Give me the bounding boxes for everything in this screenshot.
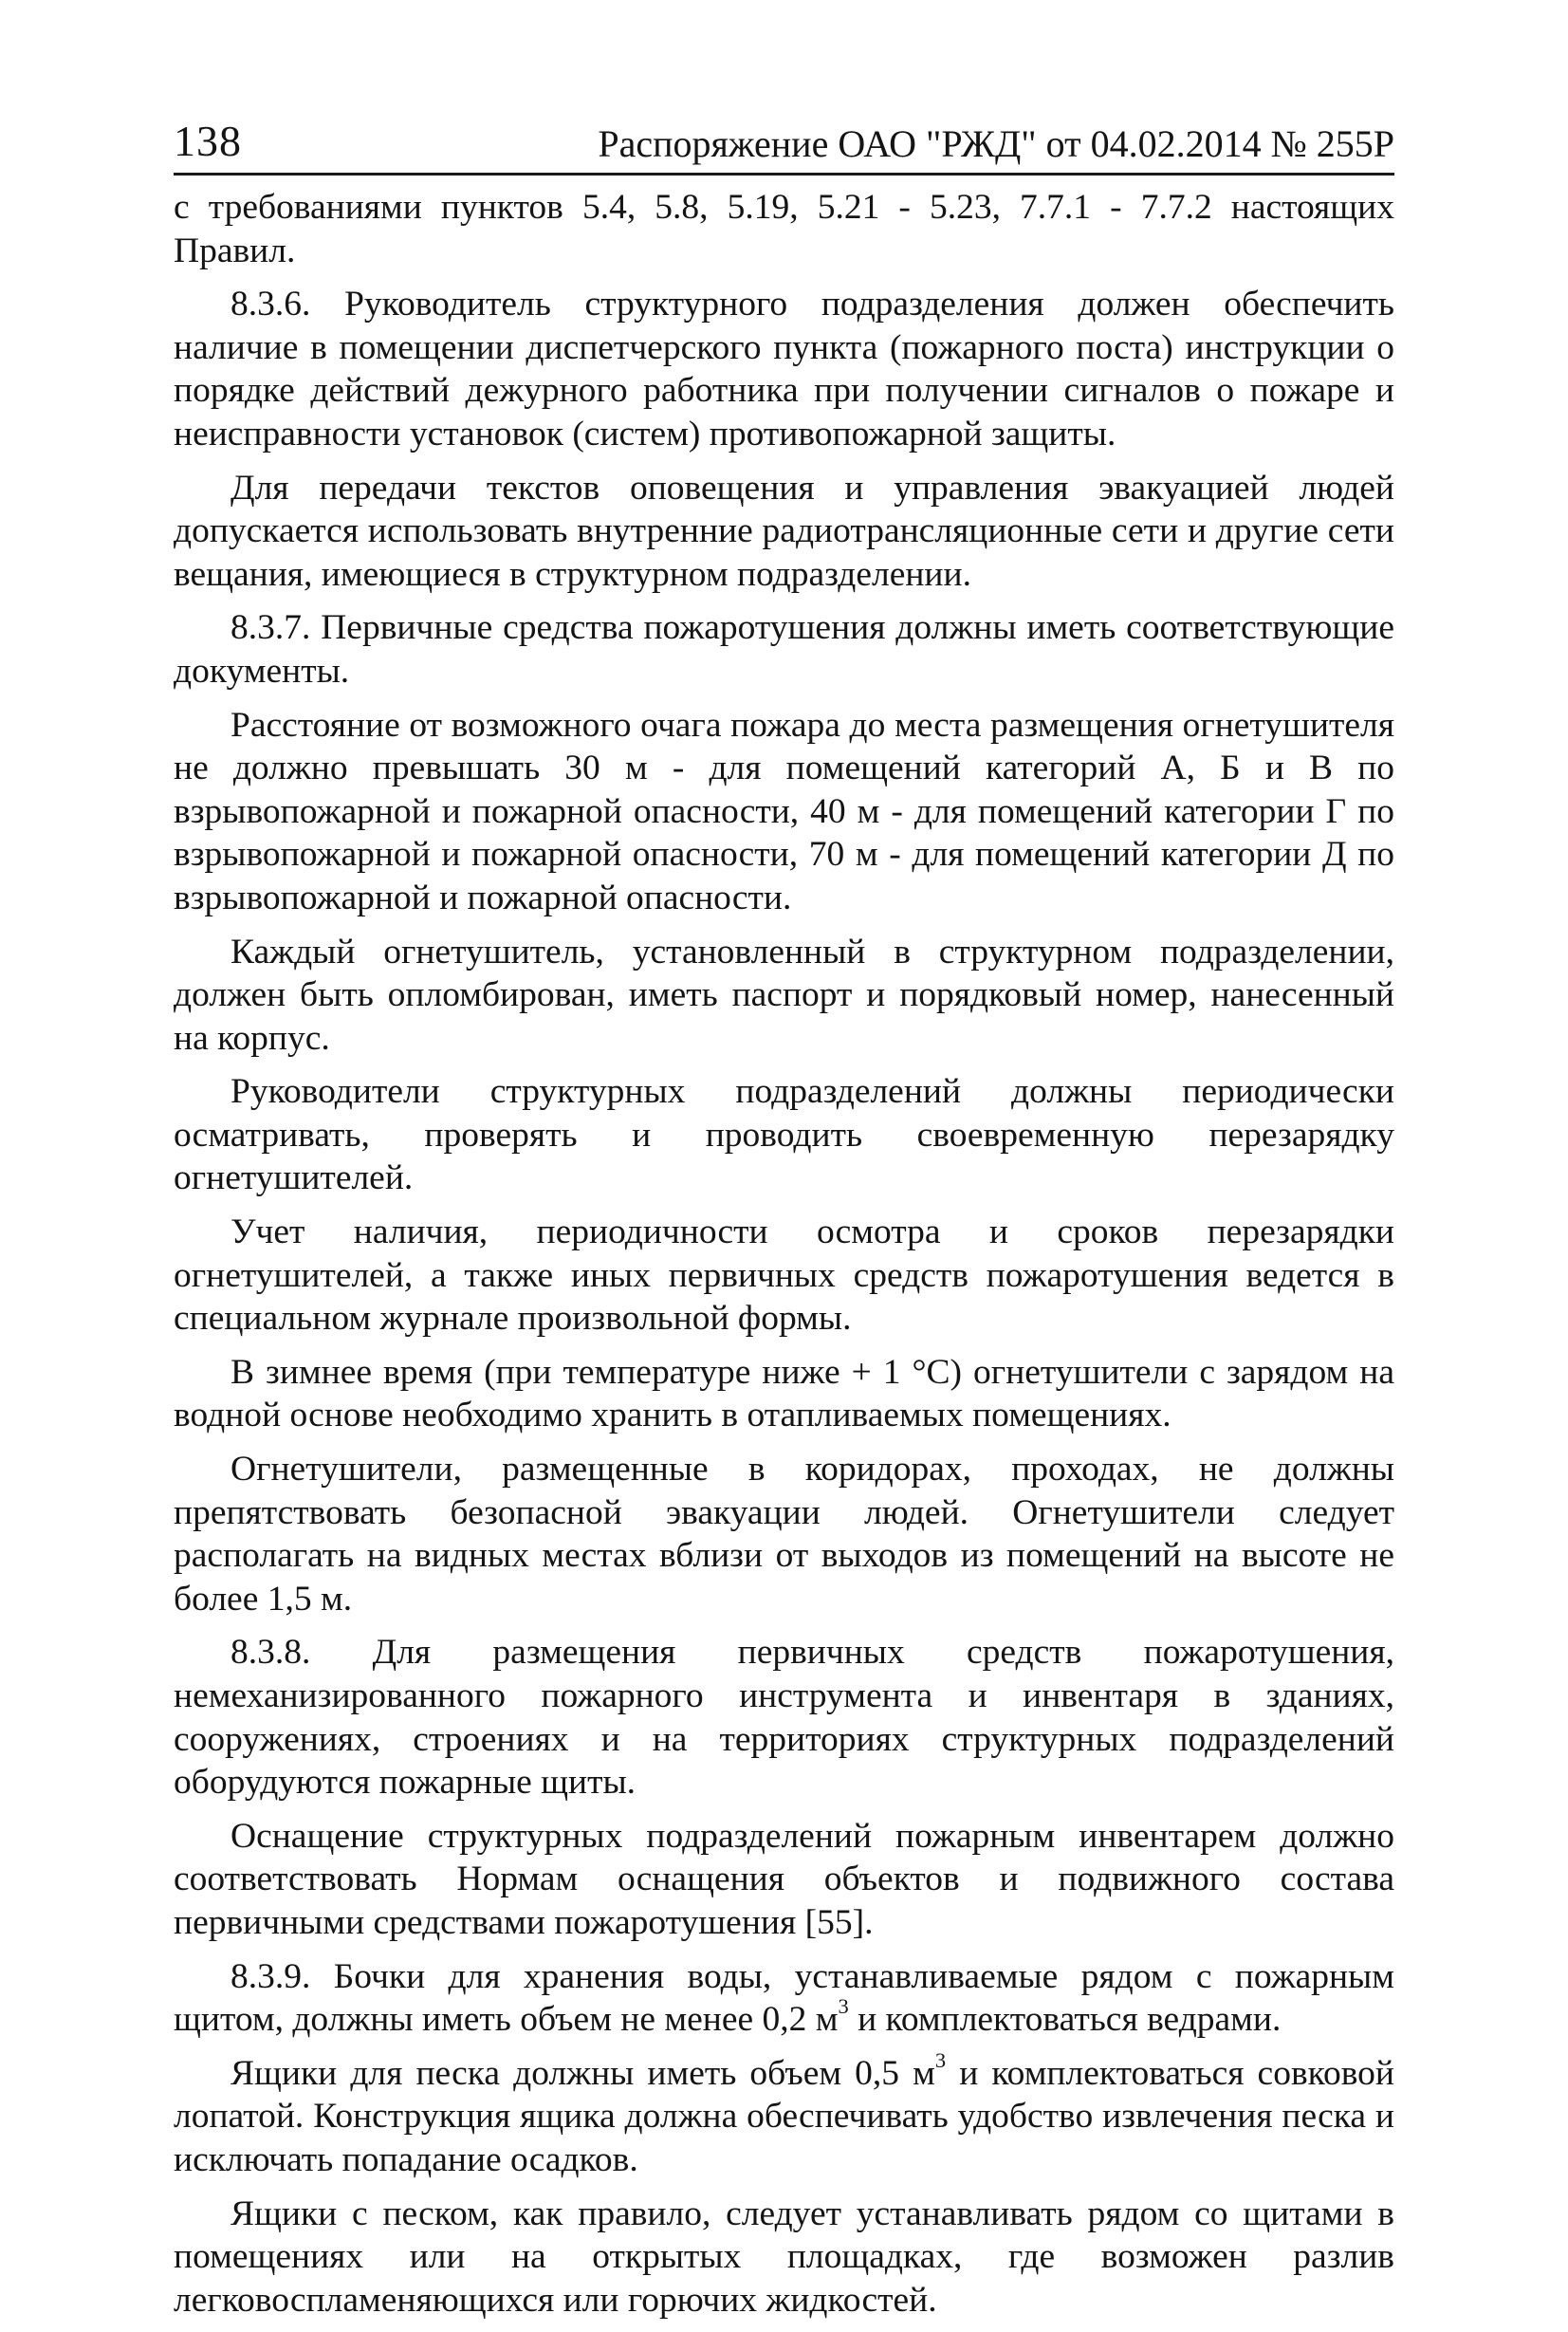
- paragraph-placement: Огнетушители, размещенные в коридорах, проходах, не должны препятствовать безопасной эвакуации людей. Огнетушители следует располагать на видных местах вблизи от выходов из помещений на высоте не более 1,5 м.: [174, 1450, 1394, 1619]
- page-header: [174, 112, 1394, 169]
- superscript-cubic: 3: [838, 1994, 849, 2019]
- paragraph-8-3-8: 8.3.8. Для размещения первичных средств пожаротушения, немеханизированного пожарного инструмента и инвентаря в зданиях, сооружениях, строениях и на территориях структурных подразделений оборудуются пожарные щиты.: [174, 1633, 1394, 1803]
- paragraph-distance: Расстояние от возможного очага пожара до места размещения огнетушителя не должно превышать 30 м - для помещений категорий А, Б и В по взрывопожарной и пожарной опасности, 40 м - для помещений категории Г по взрывопожарной и пожарной опасности, 70 м - для помещений категории Д по взрывопожарной и пожарной опасности.: [174, 705, 1394, 917]
- paragraph-sand-boxes-text: Ящики для песка должны иметь объем 0,5 м: [231, 2053, 935, 2093]
- body-text: [174, 186, 1394, 2332]
- paragraph-8-3-9-tail: и комплектоваться ведрами.: [848, 2000, 1282, 2040]
- superscript-cubic: 3: [934, 2047, 947, 2072]
- paragraph-sand-placement: Ящики с песком, как правило, следует устанавливать рядом со щитами в помещениях или на открытых площадках, где возможен разлив легковоспламеняющихся или горючих жидкостей.: [174, 2193, 1394, 2320]
- paragraph-8-3-6: 8.3.6. Руководитель структурного подразделения должен обеспечить наличие в помещении диспетчерского пункта (пожарного поста) инструкции о порядке действий дежурного работника при получении сигналов о пожаре и неисправности установок (систем) противопожарной защиты.: [174, 285, 1394, 453]
- paragraph-equipment-norms: Оснащение структурных подразделений пожарным инвентарем должно соответствовать Нормам оснащения объектов и подвижного состава первичными средствами пожаротушения [55].: [174, 1816, 1394, 1942]
- paragraph-sand-boxes: [174, 2047, 1394, 2182]
- header-rule: [174, 173, 1394, 176]
- paragraph-8-3-7: 8.3.7. Первичные средства пожаротушения должны иметь соответствующие документы.: [174, 608, 1394, 691]
- paragraph-journal: Учет наличия, периодичности осмотра и сроков перезарядки огнетушителей, а также иных первичных средств пожаротушения ведется в специальном журнале произвольной формы.: [174, 1212, 1394, 1339]
- paragraph-notification: Для передачи текстов оповещения и управления эвакуацией людей допускается использовать внутренние радиотрансляционные сети и другие сети вещания, имеющиеся в структурном подразделении.: [174, 468, 1394, 594]
- paragraph-continuation: с требованиями пунктов 5.4, 5.8, 5.19, 5.21 - 5.23, 7.7.1 - 7.7.2 настоящих Правил.: [174, 188, 1394, 270]
- paragraph-8-3-9-text: 8.3.9. Бочки для хранения воды, устанавливаемые рядом с пожарным щитом, должны иметь объем не менее 0,2 м: [174, 1956, 1394, 2040]
- paragraph-sand-boxes-tail: и комплектоваться совковой лопатой. Конструкция ящика должна обеспечивать удобство извлечения песка и исключать попадание осадков.: [174, 2053, 1394, 2179]
- paragraph-inspection: Руководители структурных подразделений должны периодически осматривать, проверять и проводить своевременную перезарядку огнетушителей.: [174, 1072, 1394, 1198]
- paragraph-winter: В зимнее время (при температуре ниже + 1 °С) огнетушители с зарядом на водной основе необходимо хранить в отапливаемых помещениях.: [174, 1352, 1394, 1435]
- paragraph-8-3-9: [174, 1955, 1394, 2042]
- paragraph-sealing: Каждый огнетушитель, установленный в структурном подразделении, должен быть опломбирован, иметь паспорт и порядковый номер, нанесенный на корпус.: [174, 932, 1394, 1058]
- page-number: 138: [174, 117, 242, 165]
- running-title: Распоряжение ОАО "РЖД" от 04.02.2014 № 255Р: [598, 122, 1394, 165]
